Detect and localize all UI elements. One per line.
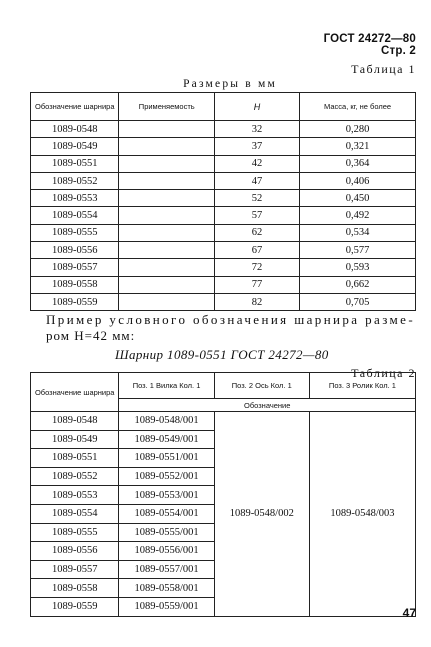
cell-designation: 1089-0548 (31, 121, 119, 138)
cell-applicability (119, 207, 215, 224)
cell-mass: 0,321 (300, 138, 416, 155)
cell-designation: 1089-0552 (31, 467, 119, 486)
cell-pos1: 1089-0557/001 (119, 560, 214, 579)
cell-mass: 0,662 (300, 276, 416, 293)
cell-mass: 0,705 (300, 293, 416, 310)
example-designation: Шарнир 1089-0551 ГОСТ 24272—80 (115, 347, 329, 362)
cell-designation: 1089-0556 (31, 542, 119, 561)
cell-designation: 1089-0558 (31, 579, 119, 598)
cell-pos1: 1089-0554/001 (119, 504, 214, 523)
cell-h: 82 (215, 293, 300, 310)
cell-designation: 1089-0553 (31, 190, 119, 207)
cell-applicability (119, 259, 215, 276)
cell-applicability (119, 155, 215, 172)
cell-designation: 1089-0555 (31, 523, 119, 542)
table2-header-row (31, 373, 416, 399)
cell-applicability (119, 121, 215, 138)
table1-col-mass: Масса, кг, не более (300, 93, 416, 121)
cell-h: 47 (215, 172, 300, 189)
cell-pos1: 1089-0551/001 (119, 449, 214, 468)
table1-col-designation: Обозначение шарнира (31, 93, 119, 121)
table1-header-row (31, 93, 416, 121)
table-row (31, 172, 416, 189)
table-row (31, 242, 416, 259)
cell-applicability (119, 242, 215, 259)
table2-col-pos1: Поз. 1 Вилка Кол. 1 (119, 373, 214, 399)
cell-designation: 1089-0559 (31, 293, 119, 310)
cell-h: 57 (215, 207, 300, 224)
cell-designation: 1089-0554 (31, 504, 119, 523)
cell-h: 67 (215, 242, 300, 259)
table-row (31, 190, 416, 207)
table1-col-applicability: Применяемость (119, 93, 215, 121)
table1-label: Таблица 1 (351, 62, 416, 76)
cell-mass: 0,280 (300, 121, 416, 138)
table-row (31, 121, 416, 138)
cell-h: 77 (215, 276, 300, 293)
table-row (31, 155, 416, 172)
cell-pos1: 1089-0558/001 (119, 579, 214, 598)
page-header: ГОСТ 24272—80 Стр. 2 (323, 33, 416, 57)
example-line-2: ром H=42 мм: (46, 328, 136, 343)
cell-designation: 1089-0549 (31, 430, 119, 449)
cell-h: 37 (215, 138, 300, 155)
table2-body (31, 412, 416, 617)
cell-mass: 0,593 (300, 259, 416, 276)
cell-pos1: 1089-0559/001 (119, 597, 214, 616)
table-row (31, 293, 416, 310)
cell-designation: 1089-0552 (31, 172, 119, 189)
cell-pos1: 1089-0556/001 (119, 542, 214, 561)
cell-designation: 1089-0558 (31, 276, 119, 293)
cell-h: 62 (215, 224, 300, 241)
cell-pos1: 1089-0549/001 (119, 430, 214, 449)
cell-h: 32 (215, 121, 300, 138)
cell-h: 42 (215, 155, 300, 172)
table-row (31, 138, 416, 155)
cell-applicability (119, 224, 215, 241)
table2-col-designation: Обозначение шарнира (31, 373, 119, 412)
cell-designation: 1089-0548 (31, 412, 119, 431)
cell-designation: 1089-0549 (31, 138, 119, 155)
cell-applicability (119, 293, 215, 310)
table2-label: Таблица 2 (351, 366, 416, 380)
cell-mass: 0,364 (300, 155, 416, 172)
cell-pos1: 1089-0552/001 (119, 467, 214, 486)
cell-applicability (119, 138, 215, 155)
cell-applicability (119, 276, 215, 293)
cell-designation: 1089-0556 (31, 242, 119, 259)
cell-mass: 0,534 (300, 224, 416, 241)
example-line-1: Пример условного обозначения шарнира разме- (46, 312, 416, 327)
cell-mass: 0,406 (300, 172, 416, 189)
cell-designation: 1089-0559 (31, 597, 119, 616)
table-row (31, 276, 416, 293)
cell-pos3-merged: 1089-0548/003 (309, 412, 415, 617)
cell-designation: 1089-0555 (31, 224, 119, 241)
cell-mass: 0,492 (300, 207, 416, 224)
cell-pos2-merged: 1089-0548/002 (214, 412, 309, 617)
table1-body (31, 121, 416, 311)
cell-pos1: 1089-0548/001 (119, 412, 214, 431)
cell-designation: 1089-0551 (31, 449, 119, 468)
cell-pos1: 1089-0553/001 (119, 486, 214, 505)
table-row (31, 224, 416, 241)
cell-designation: 1089-0551 (31, 155, 119, 172)
table1 (30, 92, 416, 311)
cell-applicability (119, 172, 215, 189)
table2-subheader: Обозначение (119, 399, 416, 412)
table-row (31, 207, 416, 224)
table2-col-pos3: Поз. 3 Ролик Кол. 1 (309, 373, 415, 399)
page-number: 47 (402, 606, 416, 620)
table-row (31, 412, 416, 431)
cell-mass: 0,577 (300, 242, 416, 259)
cell-mass: 0,450 (300, 190, 416, 207)
example-text (46, 312, 416, 344)
table2-col-pos2: Поз. 2 Ось Кол. 1 (214, 373, 309, 399)
cell-h: 72 (215, 259, 300, 276)
table2 (30, 372, 416, 617)
cell-applicability (119, 190, 215, 207)
cell-pos1: 1089-0555/001 (119, 523, 214, 542)
cell-designation: 1089-0553 (31, 486, 119, 505)
table1-caption: Размеры в мм (183, 78, 277, 90)
cell-h: 52 (215, 190, 300, 207)
cell-designation: 1089-0554 (31, 207, 119, 224)
table-row (31, 259, 416, 276)
cell-designation: 1089-0557 (31, 259, 119, 276)
cell-designation: 1089-0557 (31, 560, 119, 579)
table1-col-h: H (215, 93, 300, 121)
